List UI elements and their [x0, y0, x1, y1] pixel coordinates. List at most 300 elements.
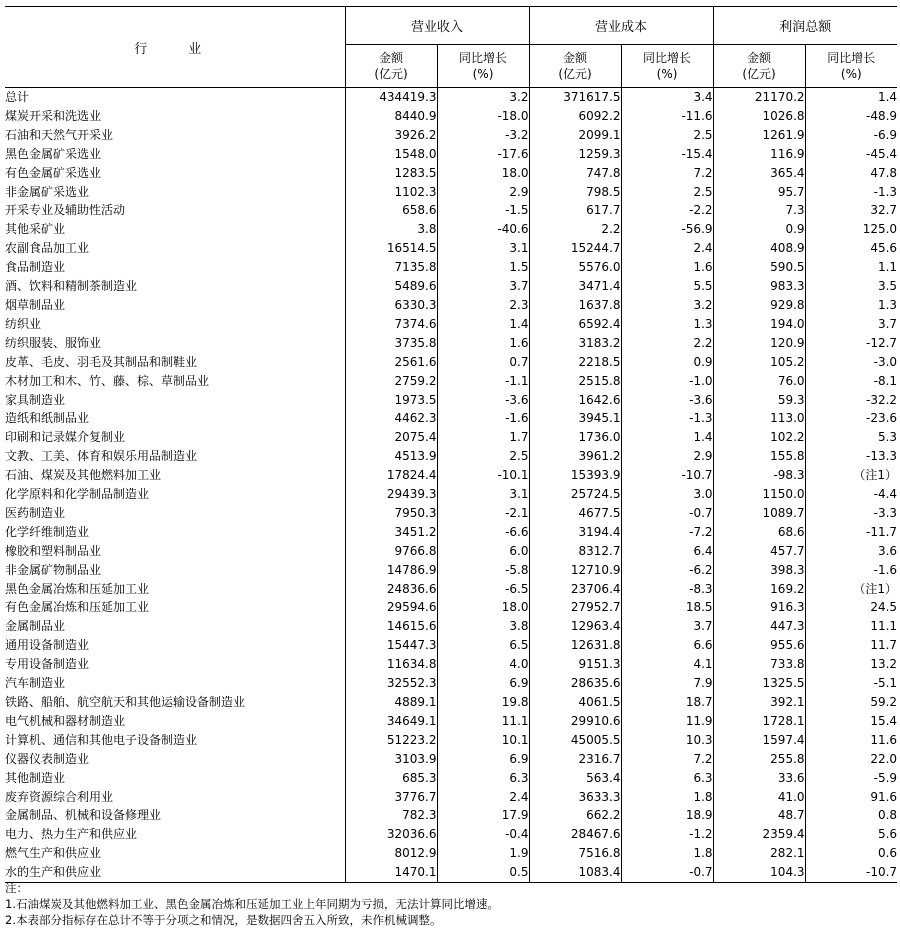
table-header [5, 7, 897, 88]
table-row [5, 485, 897, 504]
revenue-growth-cell: 1.6 [437, 334, 529, 353]
revenue-growth-cell: 0.5 [437, 863, 529, 882]
industry-table [5, 6, 897, 883]
industry-name: 计算机、通信和其他电子设备制造业 [5, 732, 198, 747]
profit-amount-cell: 48.7 [713, 806, 805, 825]
profit-amount-cell: 194.0 [713, 315, 805, 334]
revenue-amount-cell: 7950.3 [345, 504, 437, 523]
revenue-amount-cell: 8440.9 [345, 107, 437, 126]
cost-growth-cell: -10.7 [621, 466, 713, 485]
table-row [5, 731, 897, 750]
cost-growth-cell: -0.7 [621, 863, 713, 882]
revenue-amount-cell: 3776.7 [345, 788, 437, 807]
profit-growth-cell: 1.4 [805, 88, 897, 107]
industry-name: 总计 [5, 90, 30, 104]
profit-amount-cell: 1150.0 [713, 485, 805, 504]
industry-name: 煤炭开采和洗选业 [5, 108, 102, 123]
table-row [5, 239, 897, 258]
table-row [5, 750, 897, 769]
cost-amount-cell: 23706.4 [529, 580, 621, 599]
profit-amount-cell: 929.8 [713, 296, 805, 315]
table-row [5, 447, 897, 466]
profit-amount-cell: 33.6 [713, 769, 805, 788]
revenue-amount-cell: 685.3 [345, 769, 437, 788]
industry-name: 化学纤维制造业 [5, 524, 90, 539]
revenue-amount-cell: 1973.5 [345, 391, 437, 410]
profit-amount-cell: 0.9 [713, 220, 805, 239]
revenue-amount-cell: 1283.5 [345, 164, 437, 183]
cost-amount-cell: 25724.5 [529, 485, 621, 504]
cost-amount-cell: 2218.5 [529, 353, 621, 372]
profit-amount-cell: 113.0 [713, 409, 805, 428]
revenue-amount-cell: 14615.6 [345, 617, 437, 636]
cost-growth-cell: -7.2 [621, 523, 713, 542]
cost-growth-cell: 1.8 [621, 844, 713, 863]
cost-amount-cell: 6092.2 [529, 107, 621, 126]
industry-name: 汽车制造业 [5, 676, 66, 691]
profit-amount-cell: 590.5 [713, 258, 805, 277]
cost-amount-cell: 371617.5 [529, 88, 621, 107]
revenue-growth-cell: -1.1 [437, 372, 529, 391]
revenue-amount-cell: 3735.8 [345, 334, 437, 353]
revenue-growth-cell: -2.1 [437, 504, 529, 523]
revenue-amount-cell: 51223.2 [345, 731, 437, 750]
cost-growth-cell: -2.2 [621, 201, 713, 220]
cost-amount-cell: 6592.4 [529, 315, 621, 334]
revenue-growth-cell: 0.7 [437, 353, 529, 372]
profit-amount-cell: 68.6 [713, 523, 805, 542]
table-row [5, 258, 897, 277]
profit-growth-cell: 91.6 [805, 788, 897, 807]
profit-growth-cell: （注1） [805, 580, 897, 599]
profit-amount-cell: 169.2 [713, 580, 805, 599]
cost-amount-cell: 1259.3 [529, 145, 621, 164]
profit-amount-cell: 282.1 [713, 844, 805, 863]
profit-growth-cell: -6.9 [805, 126, 897, 145]
cost-amount-cell: 7516.8 [529, 844, 621, 863]
table-row [5, 353, 897, 372]
revenue-growth-cell: 2.4 [437, 788, 529, 807]
cost-growth-cell: 3.2 [621, 296, 713, 315]
profit-amount-cell: 102.2 [713, 428, 805, 447]
table-row [5, 201, 897, 220]
revenue-growth-cell: 1.7 [437, 428, 529, 447]
revenue-growth-cell: 6.5 [437, 636, 529, 655]
profit-growth-cell: -1.3 [805, 183, 897, 202]
table-row [5, 693, 897, 712]
industry-name: 医药制造业 [5, 505, 66, 520]
table-row [5, 806, 897, 825]
industry-name: 开采专业及辅助性活动 [5, 203, 126, 218]
cost-growth-cell: 0.9 [621, 353, 713, 372]
cost-growth-cell: 6.6 [621, 636, 713, 655]
industry-name: 专用设备制造业 [5, 657, 90, 672]
table-row [5, 844, 897, 863]
cost-amount-cell: 1642.6 [529, 391, 621, 410]
revenue-amount-cell: 1102.3 [345, 183, 437, 202]
cost-growth-cell: 2.4 [621, 239, 713, 258]
cost-growth-cell: 2.9 [621, 447, 713, 466]
cost-growth-cell: -0.7 [621, 504, 713, 523]
profit-amount-cell: 955.6 [713, 636, 805, 655]
revenue-growth-cell: 17.9 [437, 806, 529, 825]
cost-growth-cell: 18.7 [621, 693, 713, 712]
industry-name: 电气机械和器材制造业 [5, 713, 126, 728]
cost-growth-cell: 3.0 [621, 485, 713, 504]
revenue-amount-cell: 1548.0 [345, 145, 437, 164]
profit-growth-cell: -10.7 [805, 863, 897, 882]
profit-amount-cell: 1261.9 [713, 126, 805, 145]
cost-amount-cell: 29910.6 [529, 712, 621, 731]
cost-group-header: 营业成本 [529, 7, 713, 45]
cost-amount-cell: 15244.7 [529, 239, 621, 258]
industry-name: 家具制造业 [5, 392, 66, 407]
table-row [5, 107, 897, 126]
profit-growth-cell: 11.1 [805, 617, 897, 636]
table-row [5, 466, 897, 485]
cost-growth-cell: -8.3 [621, 580, 713, 599]
revenue-growth-cell: 3.1 [437, 239, 529, 258]
revenue-growth-cell: -3.2 [437, 126, 529, 145]
profit-amount-cell: 59.3 [713, 391, 805, 410]
profit-growth-cell: 22.0 [805, 750, 897, 769]
revenue-amount-cell: 2561.6 [345, 353, 437, 372]
revenue-amount-cell: 8012.9 [345, 844, 437, 863]
profit-growth-cell: -45.4 [805, 145, 897, 164]
profit-growth-cell: 3.7 [805, 315, 897, 334]
footnote-2: 2.本表部分指标存在总计不等于分项之和情况，是数据四舍五入所致，未作机械调整。 [5, 913, 442, 927]
cost-growth-cell: 18.5 [621, 598, 713, 617]
table-row [5, 391, 897, 410]
cost-amount-cell: 3194.4 [529, 523, 621, 542]
cost-growth-header: 同比增长 (%) [621, 45, 713, 88]
industry-name: 农副食品加工业 [5, 241, 90, 256]
footnotes [5, 880, 499, 928]
revenue-growth-cell: 6.9 [437, 674, 529, 693]
revenue-growth-cell: 2.5 [437, 447, 529, 466]
revenue-growth-cell: -10.1 [437, 466, 529, 485]
revenue-growth-cell: 18.0 [437, 598, 529, 617]
profit-growth-cell: -5.1 [805, 674, 897, 693]
profit-amount-cell: 408.9 [713, 239, 805, 258]
industry-name: 黑色金属冶炼和压延加工业 [5, 581, 150, 596]
cost-amount-cell: 798.5 [529, 183, 621, 202]
revenue-amount-cell: 3451.2 [345, 523, 437, 542]
industry-name: 其他制造业 [5, 770, 66, 785]
profit-group-header: 利润总额 [713, 7, 897, 45]
revenue-amount-cell: 14786.9 [345, 561, 437, 580]
cost-amount-cell: 3633.3 [529, 788, 621, 807]
cost-growth-cell: -1.3 [621, 409, 713, 428]
industry-name: 非金属矿物制品业 [5, 562, 102, 577]
industry-name: 非金属矿采选业 [5, 184, 90, 199]
profit-amount-cell: 1597.4 [713, 731, 805, 750]
industry-name: 造纸和纸制品业 [5, 411, 90, 426]
cost-amount-cell: 563.4 [529, 769, 621, 788]
cost-growth-cell: 10.3 [621, 731, 713, 750]
profit-amount-cell: 457.7 [713, 542, 805, 561]
revenue-amount-header: 金额 (亿元) [345, 45, 437, 88]
revenue-amount-cell: 29594.6 [345, 598, 437, 617]
cost-amount-cell: 2515.8 [529, 372, 621, 391]
revenue-growth-cell: 2.3 [437, 296, 529, 315]
table-row [5, 372, 897, 391]
industry-name: 印刷和记录媒介复制业 [5, 430, 126, 445]
profit-growth-cell: -8.1 [805, 372, 897, 391]
revenue-amount-cell: 1470.1 [345, 863, 437, 882]
revenue-amount-cell: 7135.8 [345, 258, 437, 277]
table-row [5, 183, 897, 202]
table-row [5, 825, 897, 844]
industry-name: 石油、煤炭及其他燃料加工业 [5, 468, 162, 483]
industry-name: 仪器仪表制造业 [5, 751, 90, 766]
revenue-amount-cell: 6330.3 [345, 296, 437, 315]
profit-amount-cell: 155.8 [713, 447, 805, 466]
revenue-amount-cell: 3.8 [345, 220, 437, 239]
revenue-growth-cell: 6.3 [437, 769, 529, 788]
cost-growth-cell: 3.7 [621, 617, 713, 636]
profit-growth-cell: -5.9 [805, 769, 897, 788]
cost-amount-cell: 45005.5 [529, 731, 621, 750]
revenue-growth-cell: 6.9 [437, 750, 529, 769]
cost-growth-cell: 2.2 [621, 334, 713, 353]
revenue-amount-cell: 7374.6 [345, 315, 437, 334]
cost-amount-cell: 3961.2 [529, 447, 621, 466]
profit-growth-cell: -12.7 [805, 334, 897, 353]
profit-growth-cell: -11.7 [805, 523, 897, 542]
profit-growth-cell: 32.7 [805, 201, 897, 220]
revenue-growth-cell: 3.1 [437, 485, 529, 504]
revenue-growth-cell: 4.0 [437, 655, 529, 674]
cost-growth-cell: 1.3 [621, 315, 713, 334]
cost-growth-cell: -3.6 [621, 391, 713, 410]
table-row [5, 164, 897, 183]
cost-amount-cell: 5576.0 [529, 258, 621, 277]
profit-growth-cell: 5.3 [805, 428, 897, 447]
footnote-heading: 注： [5, 881, 28, 895]
revenue-growth-cell: 2.9 [437, 183, 529, 202]
cost-amount-cell: 12631.8 [529, 636, 621, 655]
industry-name: 废弃资源综合利用业 [5, 789, 114, 804]
cost-amount-cell: 1736.0 [529, 428, 621, 447]
cost-growth-cell: -1.0 [621, 372, 713, 391]
profit-amount-cell: 2359.4 [713, 825, 805, 844]
cost-amount-cell: 662.2 [529, 806, 621, 825]
revenue-amount-cell: 658.6 [345, 201, 437, 220]
revenue-growth-cell: 19.8 [437, 693, 529, 712]
profit-growth-cell: -4.4 [805, 485, 897, 504]
profit-growth-cell: （注1） [805, 466, 897, 485]
industry-name: 黑色金属矿采选业 [5, 146, 102, 161]
revenue-growth-cell: 6.0 [437, 542, 529, 561]
profit-growth-cell: 24.5 [805, 598, 897, 617]
profit-growth-cell: 47.8 [805, 164, 897, 183]
profit-growth-cell: -3.3 [805, 504, 897, 523]
profit-growth-cell: 13.2 [805, 655, 897, 674]
cost-amount-cell: 12963.4 [529, 617, 621, 636]
cost-growth-cell: -11.6 [621, 107, 713, 126]
profit-amount-cell: 255.8 [713, 750, 805, 769]
profit-amount-cell: 116.9 [713, 145, 805, 164]
industry-name: 其他采矿业 [5, 222, 66, 237]
industry-name: 通用设备制造业 [5, 638, 90, 653]
profit-amount-cell: 120.9 [713, 334, 805, 353]
profit-amount-cell: 447.3 [713, 617, 805, 636]
profit-growth-cell: 11.6 [805, 731, 897, 750]
profit-amount-cell: 1089.7 [713, 504, 805, 523]
profit-amount-cell: 41.0 [713, 788, 805, 807]
cost-growth-cell: 4.1 [621, 655, 713, 674]
profit-growth-cell: 45.6 [805, 239, 897, 258]
table-row [5, 655, 897, 674]
cost-amount-cell: 1083.4 [529, 863, 621, 882]
revenue-growth-cell: 1.9 [437, 844, 529, 863]
industry-name: 燃气生产和供应业 [5, 846, 102, 861]
table-row [5, 674, 897, 693]
revenue-growth-cell: 3.8 [437, 617, 529, 636]
profit-amount-cell: 104.3 [713, 863, 805, 882]
table-row [5, 409, 897, 428]
cost-growth-cell: 6.3 [621, 769, 713, 788]
cost-amount-header: 金额 (亿元) [529, 45, 621, 88]
revenue-growth-cell: -6.6 [437, 523, 529, 542]
profit-amount-cell: 21170.2 [713, 88, 805, 107]
cost-amount-cell: 4677.5 [529, 504, 621, 523]
profit-growth-cell: 1.1 [805, 258, 897, 277]
revenue-amount-cell: 32552.3 [345, 674, 437, 693]
cost-growth-cell: 11.9 [621, 712, 713, 731]
industry-name: 皮革、毛皮、羽毛及其制品和制鞋业 [5, 354, 198, 369]
revenue-amount-cell: 434419.3 [345, 88, 437, 107]
revenue-growth-cell: 10.1 [437, 731, 529, 750]
revenue-growth-cell: 1.5 [437, 258, 529, 277]
industry-name: 铁路、船舶、航空航天和其他运输设备制造业 [5, 695, 246, 709]
profit-growth-cell: 125.0 [805, 220, 897, 239]
cost-growth-cell: -15.4 [621, 145, 713, 164]
table-row [5, 769, 897, 788]
profit-growth-cell: 0.6 [805, 844, 897, 863]
cost-growth-cell: 18.9 [621, 806, 713, 825]
profit-growth-cell: 3.5 [805, 277, 897, 296]
table-row [5, 145, 897, 164]
table-row [5, 542, 897, 561]
industry-name: 有色金属矿采选业 [5, 165, 102, 180]
revenue-amount-cell: 2075.4 [345, 428, 437, 447]
industry-name: 纺织业 [5, 316, 42, 331]
revenue-growth-cell: -1.6 [437, 409, 529, 428]
revenue-amount-cell: 32036.6 [345, 825, 437, 844]
cost-amount-cell: 28635.6 [529, 674, 621, 693]
table-row [5, 788, 897, 807]
revenue-amount-cell: 9766.8 [345, 542, 437, 561]
profit-amount-cell: 7.3 [713, 201, 805, 220]
revenue-amount-cell: 2759.2 [345, 372, 437, 391]
profit-growth-cell: -23.6 [805, 409, 897, 428]
profit-amount-cell: 105.2 [713, 353, 805, 372]
profit-amount-cell: 916.3 [713, 598, 805, 617]
cost-growth-cell: 2.5 [621, 126, 713, 145]
table-row [5, 296, 897, 315]
cost-growth-cell: -56.9 [621, 220, 713, 239]
revenue-amount-cell: 15447.3 [345, 636, 437, 655]
industry-name: 文教、工美、体育和娱乐用品制造业 [5, 449, 198, 464]
industry-name: 金属制品、机械和设备修理业 [5, 808, 162, 823]
table-body [5, 88, 897, 883]
cost-growth-cell: 6.4 [621, 542, 713, 561]
profit-amount-cell: 1026.8 [713, 107, 805, 126]
revenue-amount-cell: 3103.9 [345, 750, 437, 769]
profit-growth-cell: -32.2 [805, 391, 897, 410]
cost-amount-cell: 9151.3 [529, 655, 621, 674]
profit-amount-cell: 365.4 [713, 164, 805, 183]
industry-name: 纺织服装、服饰业 [5, 335, 102, 350]
revenue-amount-cell: 782.3 [345, 806, 437, 825]
table-row [5, 561, 897, 580]
cost-amount-cell: 27952.7 [529, 598, 621, 617]
profit-growth-cell: 11.7 [805, 636, 897, 655]
profit-amount-cell: 392.1 [713, 693, 805, 712]
table-row [5, 617, 897, 636]
industry-name: 有色金属冶炼和压延加工业 [5, 600, 150, 615]
profit-growth-cell: -13.3 [805, 447, 897, 466]
footnote-1: 1.石油煤炭及其他燃料加工业、黑色金属冶炼和压延加工业上年同期为亏损，无法计算同比增速。 [5, 897, 499, 911]
revenue-amount-cell: 3926.2 [345, 126, 437, 145]
cost-amount-cell: 3183.2 [529, 334, 621, 353]
industry-name: 化学原料和化学制品制造业 [5, 487, 150, 502]
cost-growth-cell: 7.2 [621, 750, 713, 769]
profit-amount-header: 金额 (亿元) [713, 45, 805, 88]
revenue-growth-cell: -0.4 [437, 825, 529, 844]
cost-amount-cell: 15393.9 [529, 466, 621, 485]
cost-growth-cell: 1.4 [621, 428, 713, 447]
revenue-amount-cell: 4889.1 [345, 693, 437, 712]
cost-growth-cell: 3.4 [621, 88, 713, 107]
profit-amount-cell: -98.3 [713, 466, 805, 485]
cost-amount-cell: 747.8 [529, 164, 621, 183]
revenue-group-header: 营业收入 [345, 7, 529, 45]
revenue-growth-header: 同比增长 (%) [437, 45, 529, 88]
cost-amount-cell: 2099.1 [529, 126, 621, 145]
revenue-amount-cell: 16514.5 [345, 239, 437, 258]
table-row [5, 428, 897, 447]
revenue-amount-cell: 34649.1 [345, 712, 437, 731]
revenue-growth-cell: -40.6 [437, 220, 529, 239]
industry-name: 石油和天然气开采业 [5, 127, 114, 142]
total-row [5, 88, 897, 107]
industry-name: 电力、热力生产和供应业 [5, 827, 138, 842]
revenue-amount-cell: 24836.6 [345, 580, 437, 599]
table-row [5, 580, 897, 599]
industry-name: 酒、饮料和精制茶制造业 [5, 279, 138, 294]
industry-column-header: 行 业 [5, 7, 345, 88]
profit-growth-cell: 5.6 [805, 825, 897, 844]
cost-amount-cell: 28467.6 [529, 825, 621, 844]
cost-growth-cell: -6.2 [621, 561, 713, 580]
revenue-amount-cell: 11634.8 [345, 655, 437, 674]
table-row [5, 315, 897, 334]
profit-growth-cell: 3.6 [805, 542, 897, 561]
cost-amount-cell: 3945.1 [529, 409, 621, 428]
revenue-growth-cell: 1.4 [437, 315, 529, 334]
cost-amount-cell: 1637.8 [529, 296, 621, 315]
revenue-growth-cell: -5.8 [437, 561, 529, 580]
cost-growth-cell: 7.2 [621, 164, 713, 183]
profit-amount-cell: 398.3 [713, 561, 805, 580]
revenue-amount-cell: 29439.3 [345, 485, 437, 504]
profit-growth-cell: 15.4 [805, 712, 897, 731]
profit-growth-cell: 59.2 [805, 693, 897, 712]
table-row [5, 598, 897, 617]
